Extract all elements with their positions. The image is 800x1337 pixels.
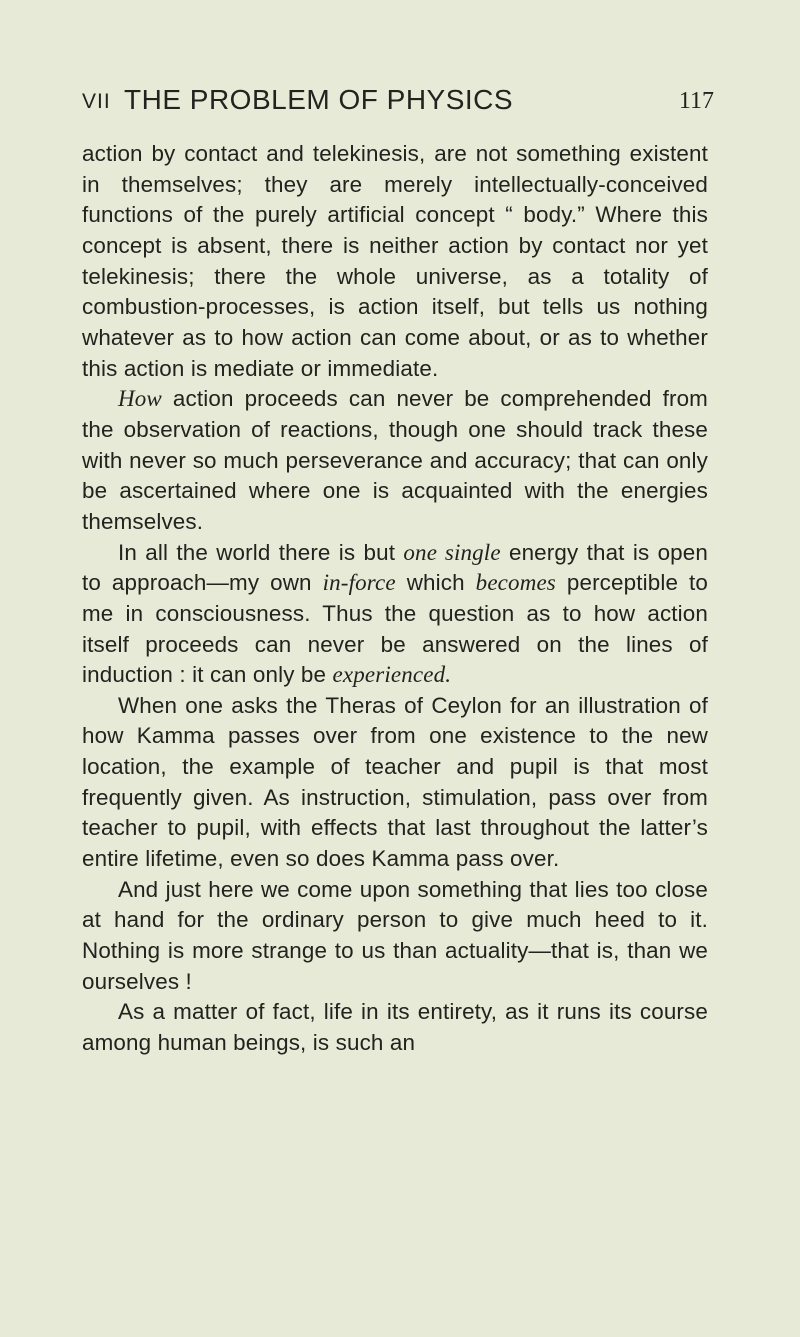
italic-how: How [118, 386, 162, 412]
italic-experienced: experienced. [332, 662, 452, 688]
chapter-number: VII [82, 90, 111, 113]
paragraph-4: When one asks the Theras of Ceylon for an illustration of how Kamma passes over from one existence to the new location, the example of teacher and pupil is that most frequently given. As instruction, stimulation, pass over from teacher to pupil, with effects that last throughout the latter’s entire lifetime, even so does Kamma pass over. [82, 692, 708, 872]
paragraph-3-text-4: perceptible to me in consciousness. Thus the question as to how action itself proceeds can never be answered on the lines of induction : it can only be [82, 570, 708, 688]
page-number: 117 [678, 88, 714, 114]
italic-becomes: becomes [475, 570, 556, 596]
paragraph-3 [82, 538, 708, 691]
italic-one-single: one single [403, 539, 501, 565]
paragraph-2 [82, 384, 708, 537]
paragraph-3-text-2: energy that is open to approach—my own [82, 539, 708, 596]
paragraph-3-text-1: In all the world there is but [118, 539, 404, 565]
paragraph-6: As a matter of fact, life in its entirety, as it runs its course among human beings, is such an [82, 999, 708, 1056]
paragraph-3-text-3: which [395, 570, 476, 596]
paragraph-1: action by contact and telekinesis, are not something existent in themselves; they are merely intellectually-conceived functions of the purely artificial concept “ body.” Where this concept is absent, there is neither action by contact nor yet telekinesis; there the whole universe, as a totality of combustion-processes, is action itself, but tells us nothing whatever as to how action can come about, or as to whether this action is mediate or immediate. [82, 141, 708, 381]
running-title: THE PROBLEM OF PHYSICS [124, 84, 514, 115]
body-text [82, 139, 708, 1059]
italic-in-force: in-force [322, 570, 396, 596]
paragraph-5: And just here we come upon something that lies too close at hand for the ordinary person to give much heed to it. Nothing is more strange to us than actuality—that is, than we ourselves ! [82, 876, 708, 994]
paragraph-2-text: action proceeds can never be comprehended from the observation of reactions, though one should track these with never so much perseverance and accuracy; that can only be ascertained where one is acquainted with the energies themselves. [82, 386, 708, 534]
running-header [82, 84, 714, 128]
